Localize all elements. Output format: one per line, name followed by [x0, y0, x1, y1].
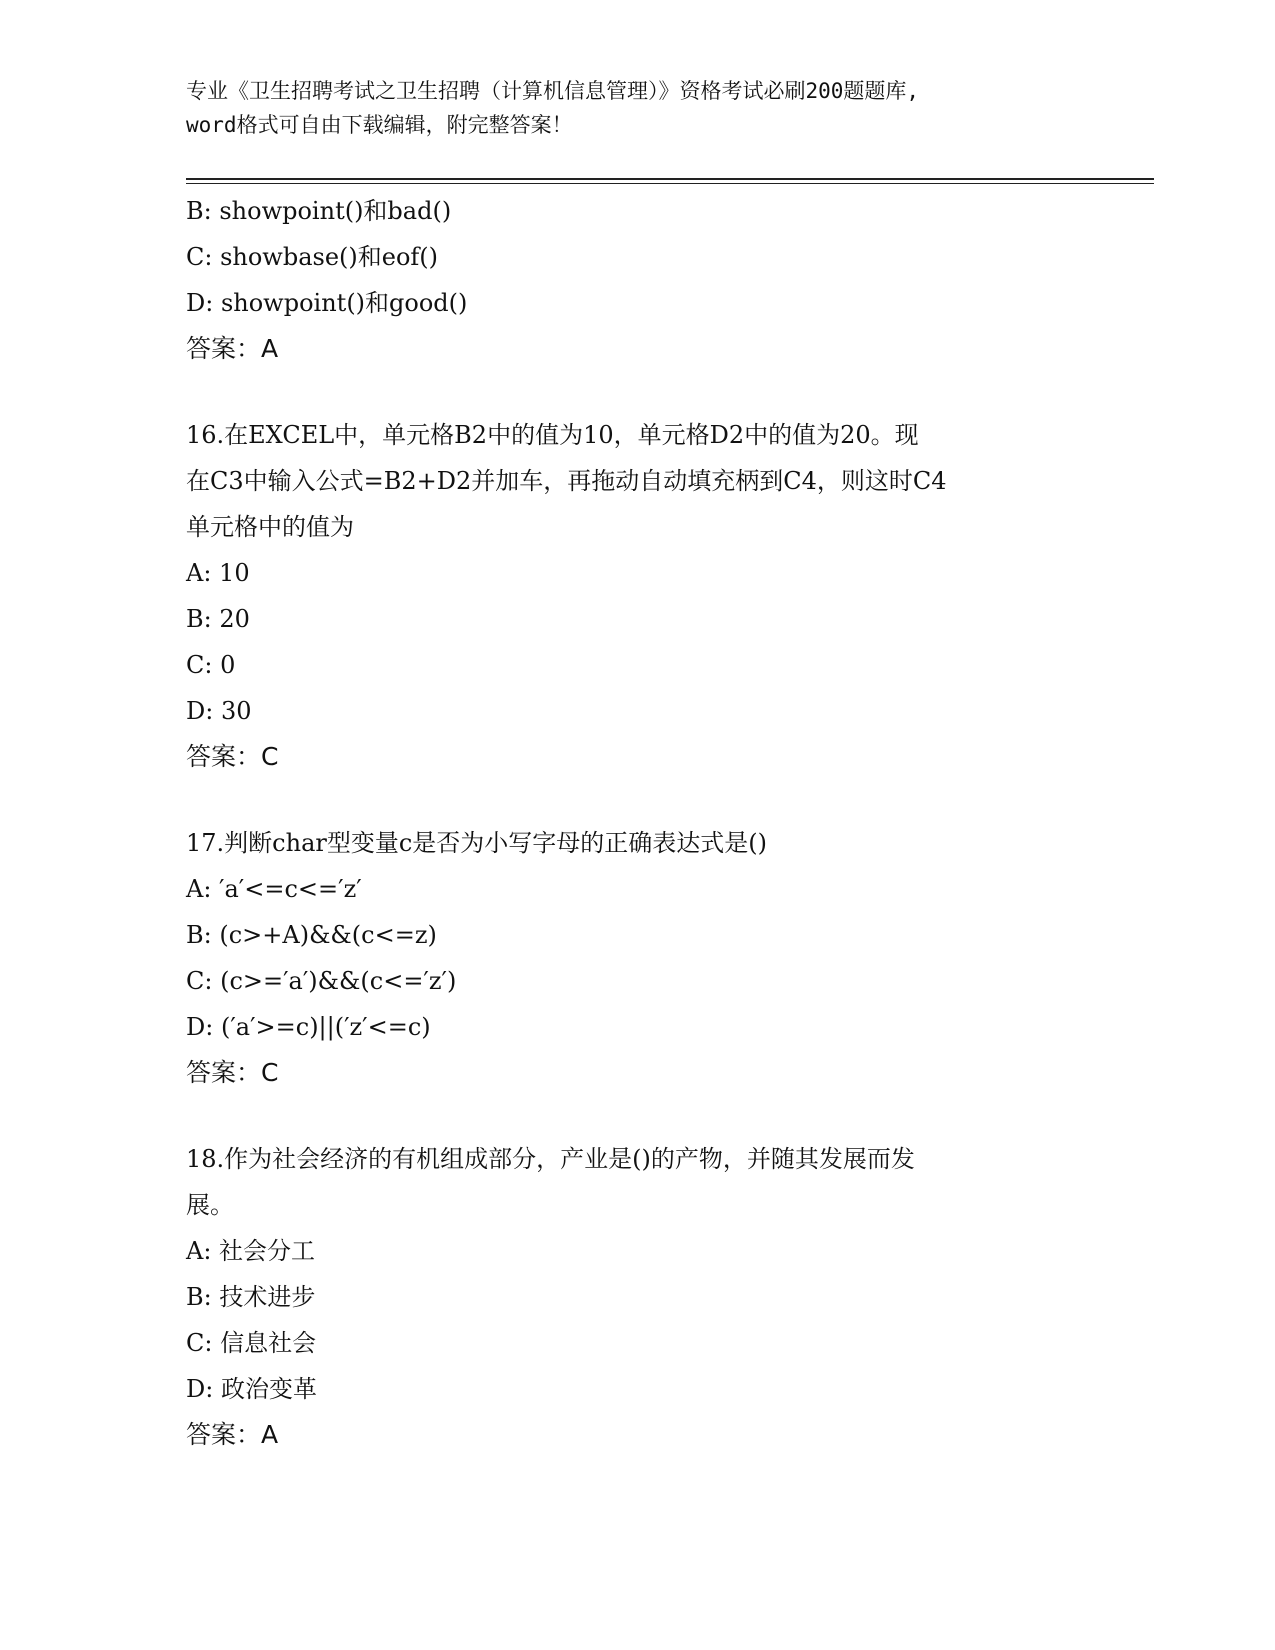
header-line-2: word格式可自由下载编辑，附完整答案！	[186, 113, 573, 137]
question-text-line: 展。	[186, 1191, 234, 1219]
question-text-line: 18.作为社会经济的有机组成部分，产业是()的产物，并随其发展而发	[186, 1145, 915, 1173]
option-d: D: (′a′>=c)||(′z′<=c)	[186, 1013, 431, 1041]
question-15-continued	[186, 188, 1086, 372]
question-text-line: 单元格中的值为	[186, 513, 354, 541]
option-a: A: ′a′<=c<=′z′	[186, 875, 362, 903]
option-b: B: showpoint()和bad()	[186, 197, 452, 225]
question-16	[186, 412, 1086, 780]
option-a: A: 10	[186, 559, 250, 587]
question-17	[186, 820, 1086, 1096]
question-18	[186, 1136, 1086, 1458]
answer: 答案：A	[186, 1420, 279, 1449]
option-c: C: (c>=′a′)&&(c<=′z′)	[186, 967, 457, 995]
header-line-1: 专业《卫生招聘考试之卫生招聘（计算机信息管理）》资格考试必刷200题题库,	[186, 79, 920, 103]
header-divider-thin	[186, 183, 1154, 184]
option-c: C: 0	[186, 651, 236, 679]
question-text-line: 16.在EXCEL中，单元格B2中的值为10，单元格D2中的值为20。现	[186, 421, 919, 449]
answer: 答案：C	[186, 742, 279, 771]
header-divider	[186, 178, 1154, 180]
question-list	[186, 188, 1086, 1498]
option-b: B: (c>+A)&&(c<=z)	[186, 921, 437, 949]
option-b: B: 20	[186, 605, 250, 633]
option-c: C: 信息社会	[186, 1329, 317, 1357]
option-d: D: 政治变革	[186, 1375, 317, 1403]
question-text-line: 在C3中输入公式=B2+D2并加车，再拖动自动填充柄到C4，则这时C4	[186, 467, 947, 495]
document-header	[186, 74, 1086, 142]
option-d: D: 30	[186, 697, 252, 725]
option-d: D: showpoint()和good()	[186, 289, 468, 317]
option-c: C: showbase()和eof()	[186, 243, 439, 271]
answer: 答案：A	[186, 334, 279, 363]
question-text-line: 17.判断char型变量c是否为小写字母的正确表达式是()	[186, 829, 768, 857]
option-a: A: 社会分工	[186, 1237, 316, 1265]
option-b: B: 技术进步	[186, 1283, 316, 1311]
answer: 答案：C	[186, 1058, 279, 1087]
